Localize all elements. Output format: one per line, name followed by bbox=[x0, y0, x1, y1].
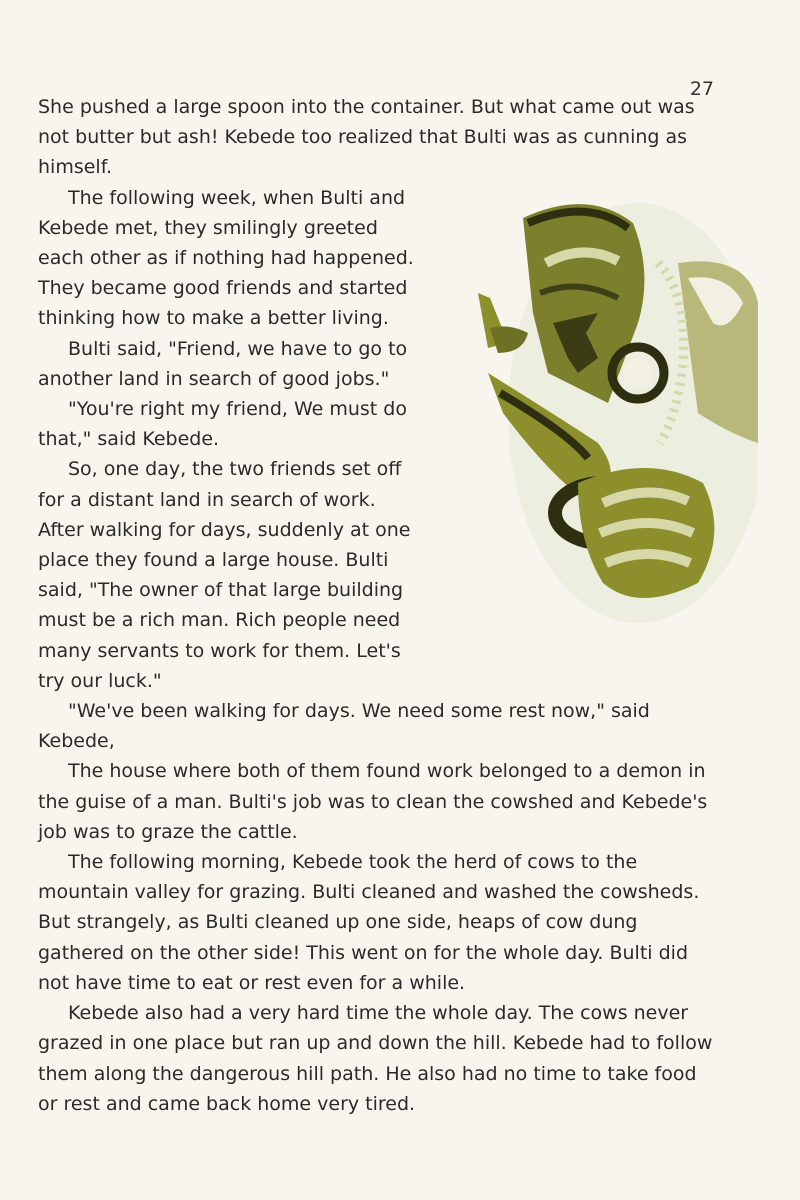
page-number: 27 bbox=[689, 78, 714, 100]
paragraph: Kebede also had a very hard time the whole day. The cows never grazed in one place but ran up and down the hill. Kebede had to follow them along the dangerous hill path. He also had no time to take food or rest and came back home very tired. bbox=[38, 1002, 713, 1115]
paragraph: The following morning, Kebede took the herd of cows to the mountain valley for grazing. Bulti cleaned and washed the cowsheds. But strangely, as Bulti cleaned up one side, heaps of cow dung gathered on the other side! This went on for the whole day. Bulti did not have time to eat or rest even for a while. bbox=[38, 851, 700, 994]
paragraph: "You're right my friend, We must do that," said Kebede. bbox=[38, 398, 407, 451]
paragraph: So, one day, the two friends set off for a distant land in search of work. After walking for days, suddenly at one place they found a large house. Bulti said, "The owner of that large building must be a rich man. Rich people need many servants to work for them. Let's try our luck." bbox=[38, 458, 411, 692]
paragraph: The house where both of them found work belonged to a demon in the guise of a man. Bulti's job was to clean the cowshed and Kebede's job was to graze the cattle. bbox=[38, 760, 708, 843]
story-text bbox=[38, 92, 718, 1119]
paragraph: The following week, when Bulti and Kebede met, they smilingly greeted each other as if nothing had happened. They became good friends and started thinking how to make a better living. bbox=[38, 186, 414, 330]
paragraph: She pushed a large spoon into the container. But what came out was not butter but ash! Kebede too realized that Bulti was as cunning as himself. bbox=[38, 96, 695, 179]
mask-illustration bbox=[428, 183, 758, 643]
paragraph: "We've been walking for days. We need some rest now," said Kebede, bbox=[38, 700, 650, 753]
mask-figure-drawing bbox=[428, 183, 758, 643]
paragraph: Bulti said, "Friend, we have to go to another land in search of good jobs." bbox=[38, 337, 408, 390]
